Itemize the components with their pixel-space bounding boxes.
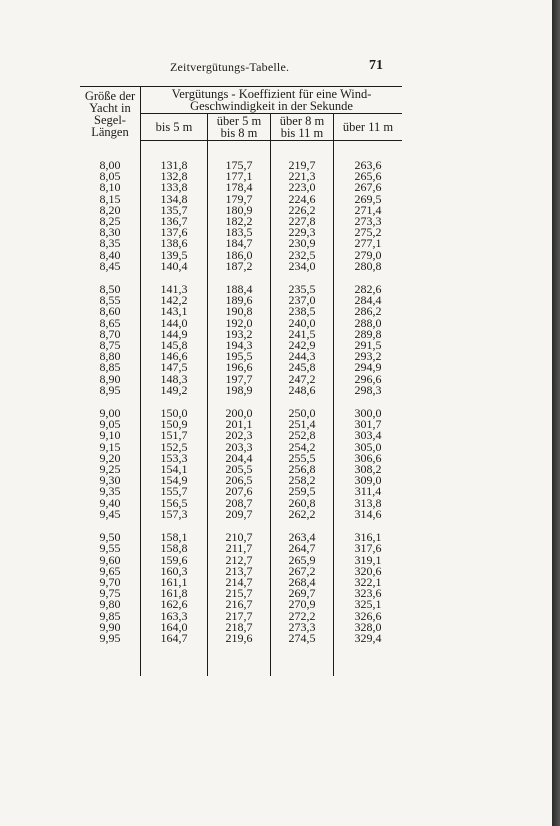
row-ueber-11m-cell: 322,1 bbox=[354, 574, 382, 589]
row-bis-5m-cell: 143,1 bbox=[141, 306, 208, 317]
row-ueber-11m-cell: 271,4 bbox=[354, 202, 382, 217]
row-bis-5m-cell: 142,2 bbox=[141, 295, 208, 306]
row-5-8m-cell: 212,7 bbox=[208, 555, 271, 566]
row-ueber-11m-cell: 308,2 bbox=[354, 462, 382, 477]
row-8-11m-cell: 267,2 bbox=[271, 566, 334, 577]
row-bis-5m-cell: 157,3 bbox=[141, 509, 208, 520]
row-length-cell: 9,85 bbox=[80, 611, 141, 622]
row-5-8m-cell: 201,1 bbox=[208, 419, 271, 430]
row-5-8m-cell: 209,7 bbox=[208, 509, 271, 520]
row-length-cell: 8,85 bbox=[80, 362, 141, 373]
table-row bbox=[80, 385, 402, 396]
row-length-cell: 9,20 bbox=[80, 453, 141, 464]
row-bis-5m-cell: 150,9 bbox=[141, 419, 208, 430]
row-5-8m-cell: 203,3 bbox=[208, 442, 271, 453]
row-5-8m-cell: 186,0 bbox=[208, 250, 271, 261]
row-5-8m-cell: 198,9 bbox=[208, 385, 271, 396]
row-8-11m-cell: 247,2 bbox=[271, 374, 334, 385]
row-8-11m-cell: 265,9 bbox=[271, 555, 334, 566]
row-8-11m-cell: 258,2 bbox=[271, 475, 334, 486]
row-ueber-11m-cell: 265,6 bbox=[354, 169, 382, 184]
row-ueber-11m-cell: 280,8 bbox=[354, 258, 382, 273]
row-5-8m-cell: 214,7 bbox=[208, 577, 271, 588]
row-bis-5m-cell: 133,8 bbox=[141, 182, 208, 193]
spacer-cell bbox=[208, 644, 271, 676]
row-length-cell: 8,30 bbox=[80, 227, 141, 238]
row-ueber-11m-cell: 284,4 bbox=[354, 293, 382, 308]
table-row bbox=[80, 633, 402, 644]
row-length-cell: 8,15 bbox=[80, 194, 141, 205]
row-ueber-11m-cell: 282,6 bbox=[354, 282, 382, 297]
row-5-8m-cell: 188,4 bbox=[208, 284, 271, 295]
row-length-cell: 9,10 bbox=[80, 430, 141, 441]
row-bis-5m-cell: 156,5 bbox=[141, 498, 208, 509]
row-bis-5m-cell: 152,5 bbox=[141, 442, 208, 453]
row-bis-5m-cell: 146,6 bbox=[141, 351, 208, 362]
row-bis-5m-cell: 145,8 bbox=[141, 340, 208, 351]
row-5-8m-cell: 219,6 bbox=[208, 633, 271, 644]
row-length-cell: 9,40 bbox=[80, 498, 141, 509]
row-8-11m-cell: 274,5 bbox=[271, 633, 334, 644]
row-5-8m-cell: 202,3 bbox=[208, 430, 271, 441]
row-8-11m-cell: 227,8 bbox=[271, 216, 334, 227]
row-ueber-11m-cell: 323,6 bbox=[354, 586, 382, 601]
row-ueber-11m-cell: 286,2 bbox=[354, 304, 382, 319]
row-bis-5m-cell: 147,5 bbox=[141, 362, 208, 373]
row-length-cell: 9,50 bbox=[80, 532, 141, 543]
row-bis-5m-cell: 141,3 bbox=[141, 284, 208, 295]
row-bis-5m-cell: 151,7 bbox=[141, 430, 208, 441]
row-ueber-11m-cell: 275,2 bbox=[354, 225, 382, 240]
row-5-8m-cell: 206,5 bbox=[208, 475, 271, 486]
row-length-cell: 9,80 bbox=[80, 599, 141, 610]
row-8-11m-cell: 221,3 bbox=[271, 171, 334, 182]
row-length-cell: 9,35 bbox=[80, 486, 141, 497]
row-bis-5m-cell: 161,8 bbox=[141, 588, 208, 599]
row-bis-5m-cell: 139,5 bbox=[141, 250, 208, 261]
row-5-8m-cell: 204,4 bbox=[208, 453, 271, 464]
table-header bbox=[80, 87, 402, 141]
row-bis-5m-cell: 137,6 bbox=[141, 227, 208, 238]
row-ueber-11m-cell: 314,6 bbox=[354, 506, 382, 521]
spacer-row bbox=[80, 644, 402, 676]
row-8-11m-cell: 232,5 bbox=[271, 250, 334, 261]
row-ueber-11m-cell: 311,4 bbox=[354, 484, 382, 499]
row-bis-5m-cell: 150,0 bbox=[141, 408, 208, 419]
row-bis-5m-cell: 159,6 bbox=[141, 555, 208, 566]
row-8-11m-cell: 269,7 bbox=[271, 588, 334, 599]
time-allowance-table bbox=[80, 86, 402, 676]
row-bis-5m-cell: 134,8 bbox=[141, 194, 208, 205]
header-coefficient-group: Vergütungs - Koeffizient für eine Wind-Geschwindigkeit in der Sekunde bbox=[141, 87, 403, 114]
row-length-cell: 9,70 bbox=[80, 577, 141, 588]
row-8-11m-cell: 252,8 bbox=[271, 430, 334, 441]
row-ueber-11m-cell: 317,6 bbox=[354, 541, 382, 556]
row-8-11m-cell: 264,7 bbox=[271, 543, 334, 554]
row-5-8m-cell: 195,5 bbox=[208, 351, 271, 362]
row-ueber-11m-cell: 279,0 bbox=[354, 247, 382, 262]
row-8-11m-cell: 244,3 bbox=[271, 351, 334, 362]
row-length-cell: 8,70 bbox=[80, 329, 141, 340]
row-8-11m-cell: 263,4 bbox=[271, 532, 334, 543]
row-8-11m-cell: 250,0 bbox=[271, 408, 334, 419]
row-8-11m-cell: 240,0 bbox=[271, 318, 334, 329]
row-8-11m-cell: 255,5 bbox=[271, 453, 334, 464]
row-5-8m-cell: 190,8 bbox=[208, 306, 271, 317]
row-5-8m-cell: 205,5 bbox=[208, 464, 271, 475]
row-5-8m-cell: 211,7 bbox=[208, 543, 271, 554]
row-length-cell: 8,55 bbox=[80, 295, 141, 306]
row-length-cell: 8,80 bbox=[80, 351, 141, 362]
row-bis-5m-cell: 140,4 bbox=[141, 261, 208, 272]
row-5-8m-cell: 189,6 bbox=[208, 295, 271, 306]
row-bis-5m-cell: 131,8 bbox=[141, 160, 208, 171]
row-ueber-11m-cell: 277,1 bbox=[354, 236, 382, 251]
row-bis-5m-cell: 161,1 bbox=[141, 577, 208, 588]
row-8-11m-cell: 234,0 bbox=[271, 261, 334, 272]
row-8-11m-cell: 245,8 bbox=[271, 362, 334, 373]
row-ueber-11m-cell: 298,3 bbox=[354, 382, 382, 397]
row-length-cell: 8,00 bbox=[80, 160, 141, 171]
row-bis-5m-cell: 148,3 bbox=[141, 374, 208, 385]
header-8-11m: über 8 m bis 11 m bbox=[271, 114, 334, 141]
row-5-8m-cell: 208,7 bbox=[208, 498, 271, 509]
row-5-8m-cell: 213,7 bbox=[208, 566, 271, 577]
running-head: Zeitvergütungs-Tabelle. bbox=[170, 60, 290, 74]
row-8-11m-cell: 273,3 bbox=[271, 622, 334, 633]
row-bis-5m-cell: 132,8 bbox=[141, 171, 208, 182]
row-ueber-11m-cell: 269,5 bbox=[354, 191, 382, 206]
row-8-11m-cell: 272,2 bbox=[271, 611, 334, 622]
row-ueber-11m-cell: 316,1 bbox=[354, 530, 382, 545]
row-ueber-11m-cell: 293,2 bbox=[354, 349, 382, 364]
row-length-cell: 9,95 bbox=[80, 633, 141, 644]
spacer-cell bbox=[334, 644, 403, 676]
row-length-cell: 9,15 bbox=[80, 442, 141, 453]
row-5-8m-cell: 216,7 bbox=[208, 599, 271, 610]
row-bis-5m-cell: 164,0 bbox=[141, 622, 208, 633]
row-8-11m-cell: 248,6 bbox=[271, 385, 334, 396]
row-8-11m-cell: 230,9 bbox=[271, 238, 334, 249]
row-ueber-11m-cell: 300,0 bbox=[354, 406, 382, 421]
row-5-8m-cell: 175,7 bbox=[208, 160, 271, 171]
row-bis-5m-cell: 155,7 bbox=[141, 486, 208, 497]
row-ueber-11m-cell: 294,9 bbox=[354, 360, 382, 375]
row-5-8m-cell: 197,7 bbox=[208, 374, 271, 385]
row-bis-5m-cell: 162,6 bbox=[141, 599, 208, 610]
row-8-11m-cell: 226,2 bbox=[271, 205, 334, 216]
row-bis-5m-cell: 164,7 bbox=[141, 633, 208, 644]
row-bis-5m-cell: 153,3 bbox=[141, 453, 208, 464]
row-ueber-11m-cell: 329,4 bbox=[354, 630, 382, 645]
row-ueber-11m-cell: 273,3 bbox=[354, 214, 382, 229]
row-length-cell: 8,65 bbox=[80, 318, 141, 329]
row-ueber-11m-cell: 305,0 bbox=[354, 439, 382, 454]
row-8-11m-cell: 268,4 bbox=[271, 577, 334, 588]
row-ueber-11m-cell: 325,1 bbox=[354, 597, 382, 612]
table-row bbox=[80, 261, 402, 272]
table-row bbox=[80, 509, 402, 520]
row-5-8m-cell: 192,0 bbox=[208, 318, 271, 329]
row-ueber-11m-cell: 320,6 bbox=[354, 563, 382, 578]
row-8-11m-cell: 224,6 bbox=[271, 194, 334, 205]
row-length-cell: 9,65 bbox=[80, 566, 141, 577]
row-8-11m-cell: 219,7 bbox=[271, 160, 334, 171]
row-5-8m-cell: 193,2 bbox=[208, 329, 271, 340]
table-body bbox=[80, 141, 402, 677]
row-length-cell: 8,05 bbox=[80, 171, 141, 182]
row-length-cell: 8,10 bbox=[80, 182, 141, 193]
row-8-11m-cell: 259,5 bbox=[271, 486, 334, 497]
row-bis-5m-cell: 138,6 bbox=[141, 238, 208, 249]
row-ueber-11m-cell: 289,8 bbox=[354, 326, 382, 341]
row-length-cell: 8,50 bbox=[80, 284, 141, 295]
row-5-8m-cell: 177,1 bbox=[208, 171, 271, 182]
row-length-cell: 9,30 bbox=[80, 475, 141, 486]
row-5-8m-cell: 196,6 bbox=[208, 362, 271, 373]
row-5-8m-cell: 210,7 bbox=[208, 532, 271, 543]
row-bis-5m-cell: 158,1 bbox=[141, 532, 208, 543]
row-length-cell: 8,35 bbox=[80, 238, 141, 249]
row-bis-5m-cell: 135,7 bbox=[141, 205, 208, 216]
row-ueber-11m-cell: 319,1 bbox=[354, 552, 382, 567]
row-length-cell: 9,45 bbox=[80, 509, 141, 520]
row-ueber-11m-cell: 291,5 bbox=[354, 338, 382, 353]
row-5-8m-cell: 179,7 bbox=[208, 194, 271, 205]
row-bis-5m-cell: 149,2 bbox=[141, 385, 208, 396]
row-ueber-11m-cell: 309,0 bbox=[354, 473, 382, 488]
row-length-cell: 9,75 bbox=[80, 588, 141, 599]
row-8-11m-cell: 251,4 bbox=[271, 419, 334, 430]
row-bis-5m-cell: 160,3 bbox=[141, 566, 208, 577]
row-bis-5m-cell: 154,1 bbox=[141, 464, 208, 475]
row-8-11m-cell: 260,8 bbox=[271, 498, 334, 509]
row-5-8m-cell: 207,6 bbox=[208, 486, 271, 497]
row-length-cell: 9,25 bbox=[80, 464, 141, 475]
header-ueber-11m: über 11 m bbox=[334, 114, 403, 141]
row-5-8m-cell: 178,4 bbox=[208, 182, 271, 193]
row-8-11m-cell: 262,2 bbox=[271, 509, 334, 520]
row-ueber-11m-cell: 303,4 bbox=[354, 428, 382, 443]
row-8-11m-cell: 256,8 bbox=[271, 464, 334, 475]
row-length-cell: 9,00 bbox=[80, 408, 141, 419]
row-8-11m-cell: 223,0 bbox=[271, 182, 334, 193]
spacer-cell bbox=[271, 644, 334, 676]
row-ueber-11m-cell: 296,6 bbox=[354, 371, 382, 386]
row-bis-5m-cell: 154,9 bbox=[141, 475, 208, 486]
row-length-cell: 9,55 bbox=[80, 543, 141, 554]
header-yacht-size: Größe der Yacht in Segel-Längen bbox=[80, 87, 141, 141]
row-bis-5m-cell: 158,8 bbox=[141, 543, 208, 554]
row-length-cell: 8,45 bbox=[80, 261, 141, 272]
row-length-cell: 8,40 bbox=[80, 250, 141, 261]
row-5-8m-cell: 217,7 bbox=[208, 611, 271, 622]
row-8-11m-cell: 235,5 bbox=[271, 284, 334, 295]
row-length-cell: 9,05 bbox=[80, 419, 141, 430]
row-8-11m-cell: 254,2 bbox=[271, 442, 334, 453]
row-ueber-11m-cell: 288,0 bbox=[354, 315, 382, 330]
row-ueber-11m-cell: 306,6 bbox=[354, 450, 382, 465]
row-8-11m-cell: 242,9 bbox=[271, 340, 334, 351]
spacer-cell bbox=[80, 644, 141, 676]
row-ueber-11m-cell: 326,6 bbox=[354, 608, 382, 623]
row-length-cell: 8,25 bbox=[80, 216, 141, 227]
row-ueber-11m-cell: 301,7 bbox=[354, 417, 382, 432]
row-ueber-11m-cell: 313,8 bbox=[354, 495, 382, 510]
header-5-8m: über 5 m bis 8 m bbox=[208, 114, 271, 141]
spacer-cell bbox=[141, 644, 208, 676]
row-8-11m-cell: 241,5 bbox=[271, 329, 334, 340]
row-length-cell: 8,75 bbox=[80, 340, 141, 351]
header-bis-5m: bis 5 m bbox=[141, 114, 208, 141]
row-8-11m-cell: 229,3 bbox=[271, 227, 334, 238]
row-length-cell: 9,90 bbox=[80, 622, 141, 633]
row-bis-5m-cell: 144,9 bbox=[141, 329, 208, 340]
row-bis-5m-cell: 136,7 bbox=[141, 216, 208, 227]
row-5-8m-cell: 200,0 bbox=[208, 408, 271, 419]
row-length-cell: 8,95 bbox=[80, 385, 141, 396]
row-length-cell: 8,90 bbox=[80, 374, 141, 385]
row-8-11m-cell: 238,5 bbox=[271, 306, 334, 317]
row-8-11m-cell: 237,0 bbox=[271, 295, 334, 306]
row-length-cell: 8,60 bbox=[80, 306, 141, 317]
row-5-8m-cell: 180,9 bbox=[208, 205, 271, 216]
row-ueber-11m-cell: 263,6 bbox=[354, 158, 382, 172]
row-8-11m-cell: 270,9 bbox=[271, 599, 334, 610]
row-5-8m-cell: 218,7 bbox=[208, 622, 271, 633]
row-5-8m-cell: 187,2 bbox=[208, 261, 271, 272]
row-5-8m-cell: 183,5 bbox=[208, 227, 271, 238]
row-ueber-11m-cell: 267,6 bbox=[354, 180, 382, 195]
page-number: 71 bbox=[369, 58, 383, 73]
row-5-8m-cell: 215,7 bbox=[208, 588, 271, 599]
row-bis-5m-cell: 163,3 bbox=[141, 611, 208, 622]
page-edge bbox=[552, 0, 560, 826]
row-bis-5m-cell: 144,0 bbox=[141, 318, 208, 329]
row-5-8m-cell: 194,3 bbox=[208, 340, 271, 351]
row-ueber-11m-cell: 328,0 bbox=[354, 619, 382, 634]
row-length-cell: 9,60 bbox=[80, 555, 141, 566]
row-5-8m-cell: 184,7 bbox=[208, 238, 271, 249]
row-5-8m-cell: 182,2 bbox=[208, 216, 271, 227]
row-length-cell: 8,20 bbox=[80, 205, 141, 216]
